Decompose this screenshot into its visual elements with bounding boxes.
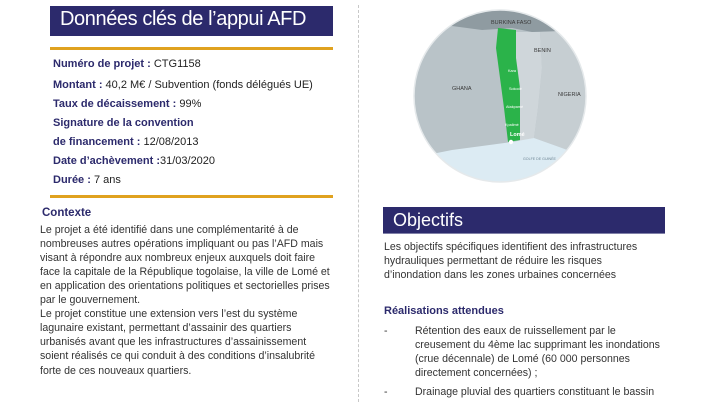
label-burkina: BURKINA FASO [491,20,532,26]
context-line: par le gouvernement. [40,294,141,306]
field-label: Signature de la convention [53,117,194,129]
bullet-line: directement concernées) ; [415,367,538,379]
context-line: lagunaire existant, permettant d’assainir des quartiers [40,322,292,334]
field-value: 99% [176,98,202,110]
context-heading: Contexte [42,207,92,219]
context-line: en application des orientations politiques et sectorielles prises [40,280,330,292]
field-label: Numéro de projet : [53,58,151,70]
field-value: 7 ans [90,174,121,186]
objectives-line: d’inondation dans les zones urbaines concernées [384,269,617,281]
key-data-title-bar [50,6,333,36]
context-line: forte de ces nouveaux quartiers. [40,365,192,377]
field-label: Taux de décaissement : [53,98,177,110]
objectives-line: hydrauliques permettant de réduire les risques [384,255,602,267]
field-value: CTG1158 [150,58,201,70]
label-benin: BENIN [534,48,551,54]
key-data-title: Données clés de l’appui AFD [60,8,307,30]
objectives-title-bar [383,207,665,233]
label-ghana: GHANA [452,86,472,92]
field-duration [53,174,121,186]
label-city: Sokodé [509,87,522,91]
field-label: Durée : [53,174,91,186]
label-lome: Lomé [510,132,525,138]
context-line: urbanisés avant que les infrastructures d’assainissement [40,336,307,348]
context-line: face la capitale de la République togolaise, la ville de Lomé et [40,266,330,278]
label-city: Kpalimé [505,123,519,127]
field-value: 12/08/2013 [140,136,199,148]
bullet-dash: - [384,386,388,398]
field-amount [53,79,313,91]
label-nigeria: NIGERIA [558,92,581,98]
context-line: nombreuses autres opérations impliquant ou pas l’AFD mais [40,238,324,250]
bullet-line: creusement du 4ème lac supprimant les inondations [415,339,660,351]
achievements-heading: Réalisations attendues [384,305,504,317]
field-value: 40,2 M€ / Subvention (fonds délégués UE) [102,79,313,91]
field-label: Montant : [53,79,103,91]
field-signature-line1 [53,117,194,129]
field-value: 31/03/2020 [159,155,216,167]
gold-rule-bottom [50,195,333,198]
bullet-dash: - [384,325,388,337]
bullet-line: Rétention des eaux de ruissellement par le [415,325,616,337]
context-line: Le projet constitue une extension vers l’est du système [40,308,298,320]
objectives-underline [383,233,665,234]
objectives-line: Les objectifs spécifiques identifient des infrastructures [384,241,638,253]
label-city: Kara [508,69,517,73]
objectives-title: Objectifs [393,210,464,230]
bullet-line: Drainage pluvial des quartiers constituant le bassin [415,386,655,398]
bullet-line: (crue décennale) de Lomé (60 000 personnes [415,353,630,365]
context-line: visant à répondre aux nombreux enjeux auxquels doit faire [40,252,316,264]
field-label: Date d’achèvement : [53,155,160,167]
field-completion-date [53,155,215,167]
gold-rule-top [50,47,333,50]
field-signature-date [53,136,199,148]
column-divider [358,5,359,402]
field-project-number [53,58,201,70]
context-line: Le projet a été identifié dans une complémentarité à de [40,224,299,236]
lome-dot [509,140,513,144]
field-label: de financement : [53,136,141,148]
field-disbursement-rate [53,98,201,110]
label-city: Atakpamé [506,105,524,109]
context-line: soient réalisés ce qui conduit à des conditions d’insalubrité [40,350,316,362]
togo-location-map [412,8,588,184]
label-gulf: GOLFE DE GUINÉE [523,157,556,161]
